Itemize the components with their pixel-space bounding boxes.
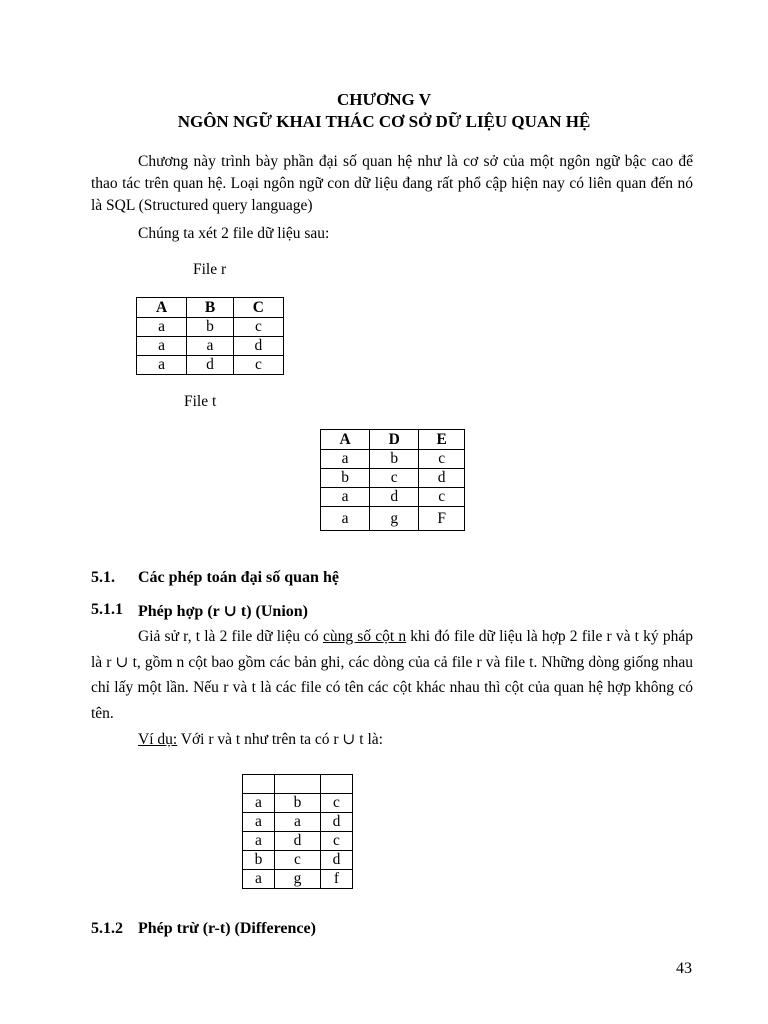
table-cell: F bbox=[419, 507, 465, 531]
table-row bbox=[137, 337, 284, 356]
table-empty-header-row bbox=[243, 775, 353, 794]
union-text-after: khi đó file dữ liệu là hợp 2 file r và t ký pháp là r ∪ t, gồm n cột bao gồm các bản ghi, các dòng của cả file r và file t. Những dòng giống nhau chỉ lấy một lần. Nếu r và t là các file có tên các cột khác nhau thì cột của quan hệ hợp không có tên. bbox=[91, 628, 693, 722]
table-cell: c bbox=[321, 794, 353, 813]
table-row bbox=[321, 469, 465, 488]
table-cell: c bbox=[233, 318, 283, 337]
example-text: Với r và t như trên ta có r ∪ t là: bbox=[177, 731, 383, 748]
table-header-cell: A bbox=[321, 430, 370, 450]
section-5-1-title: Các phép toán đại số quan hệ bbox=[138, 569, 339, 586]
chapter-title: NGÔN NGỮ KHAI THÁC CƠ SỞ DỮ LIỆU QUAN HỆ bbox=[177, 112, 591, 131]
table-row bbox=[243, 813, 353, 832]
table-cell: b bbox=[187, 318, 234, 337]
file-t-table bbox=[320, 429, 465, 531]
table-cell: c bbox=[419, 450, 465, 469]
table-row bbox=[243, 870, 353, 889]
table-cell: d bbox=[275, 832, 321, 851]
union-result-table bbox=[242, 774, 353, 889]
table-cell: a bbox=[243, 794, 275, 813]
table-cell: c bbox=[419, 488, 465, 507]
table-cell: g bbox=[370, 507, 419, 531]
table-row bbox=[243, 832, 353, 851]
table-cell bbox=[275, 775, 321, 794]
table-cell: c bbox=[370, 469, 419, 488]
table-cell: c bbox=[275, 851, 321, 870]
table-header-row bbox=[137, 298, 284, 318]
table-cell: d bbox=[370, 488, 419, 507]
table-cell: g bbox=[275, 870, 321, 889]
table-cell: c bbox=[233, 356, 283, 375]
file-t-label: File t bbox=[184, 393, 217, 410]
consider-text: Chúng ta xét 2 file dữ liệu sau: bbox=[138, 225, 330, 242]
table-cell: d bbox=[321, 813, 353, 832]
table-cell: d bbox=[419, 469, 465, 488]
table-row bbox=[243, 851, 353, 870]
table-cell bbox=[243, 775, 275, 794]
file-r-label: File r bbox=[193, 261, 227, 278]
table-row bbox=[137, 318, 284, 337]
example-line bbox=[138, 730, 383, 749]
union-text-before: Giả sử r, t là 2 file dữ liệu có bbox=[138, 628, 323, 645]
section-5-1-1-title: Phép hợp (r ∪ t) (Union) bbox=[138, 603, 308, 620]
union-text-underlined: cùng số cột n bbox=[322, 628, 407, 645]
table-cell: c bbox=[321, 832, 353, 851]
table-header-cell: D bbox=[370, 430, 419, 450]
table-cell: f bbox=[321, 870, 353, 889]
section-5-1-2-number: 5.1.2 bbox=[91, 920, 123, 937]
union-paragraph bbox=[91, 624, 693, 726]
file-r-table bbox=[136, 297, 284, 375]
table-cell: a bbox=[137, 318, 187, 337]
table-header-row bbox=[321, 430, 465, 450]
table-row bbox=[243, 794, 353, 813]
table-cell: d bbox=[187, 356, 234, 375]
table-cell: a bbox=[243, 832, 275, 851]
table-cell: a bbox=[321, 507, 370, 531]
table-cell: a bbox=[321, 488, 370, 507]
intro-paragraph: Chương này trình bày phần đại số quan hệ như là cơ sở của một ngôn ngữ bậc cao để thao tác trên quan hệ. Loại ngôn ngữ con dữ liệu đang rất phổ cập hiện nay có liên quan đến nó là SQL (Structured query language) bbox=[91, 153, 693, 214]
table-cell: a bbox=[243, 870, 275, 889]
table-header-cell: B bbox=[187, 298, 234, 318]
section-5-1-number: 5.1. bbox=[91, 569, 115, 586]
table-header-cell: C bbox=[233, 298, 283, 318]
table-cell: a bbox=[137, 337, 187, 356]
table-row bbox=[321, 488, 465, 507]
table-cell: d bbox=[321, 851, 353, 870]
table-cell bbox=[321, 775, 353, 794]
table-cell: a bbox=[187, 337, 234, 356]
table-header-cell: E bbox=[419, 430, 465, 450]
table-header-cell: A bbox=[137, 298, 187, 318]
table-cell: b bbox=[370, 450, 419, 469]
section-5-1-1-number: 5.1.1 bbox=[91, 601, 123, 618]
table-cell: b bbox=[321, 469, 370, 488]
table-cell: a bbox=[275, 813, 321, 832]
section-5-1-2-title: Phép trừ (r-t) (Difference) bbox=[138, 920, 316, 937]
table-row bbox=[321, 450, 465, 469]
table-cell: b bbox=[243, 851, 275, 870]
table-row bbox=[137, 356, 284, 375]
example-label: Ví dụ: bbox=[138, 731, 178, 748]
table-cell: b bbox=[275, 794, 321, 813]
table-cell: a bbox=[321, 450, 370, 469]
table-row bbox=[321, 507, 465, 531]
table-cell: a bbox=[137, 356, 187, 375]
table-cell: d bbox=[233, 337, 283, 356]
chapter-number: CHƯƠNG V bbox=[337, 90, 431, 109]
table-cell: a bbox=[243, 813, 275, 832]
page-number: 43 bbox=[676, 960, 692, 977]
